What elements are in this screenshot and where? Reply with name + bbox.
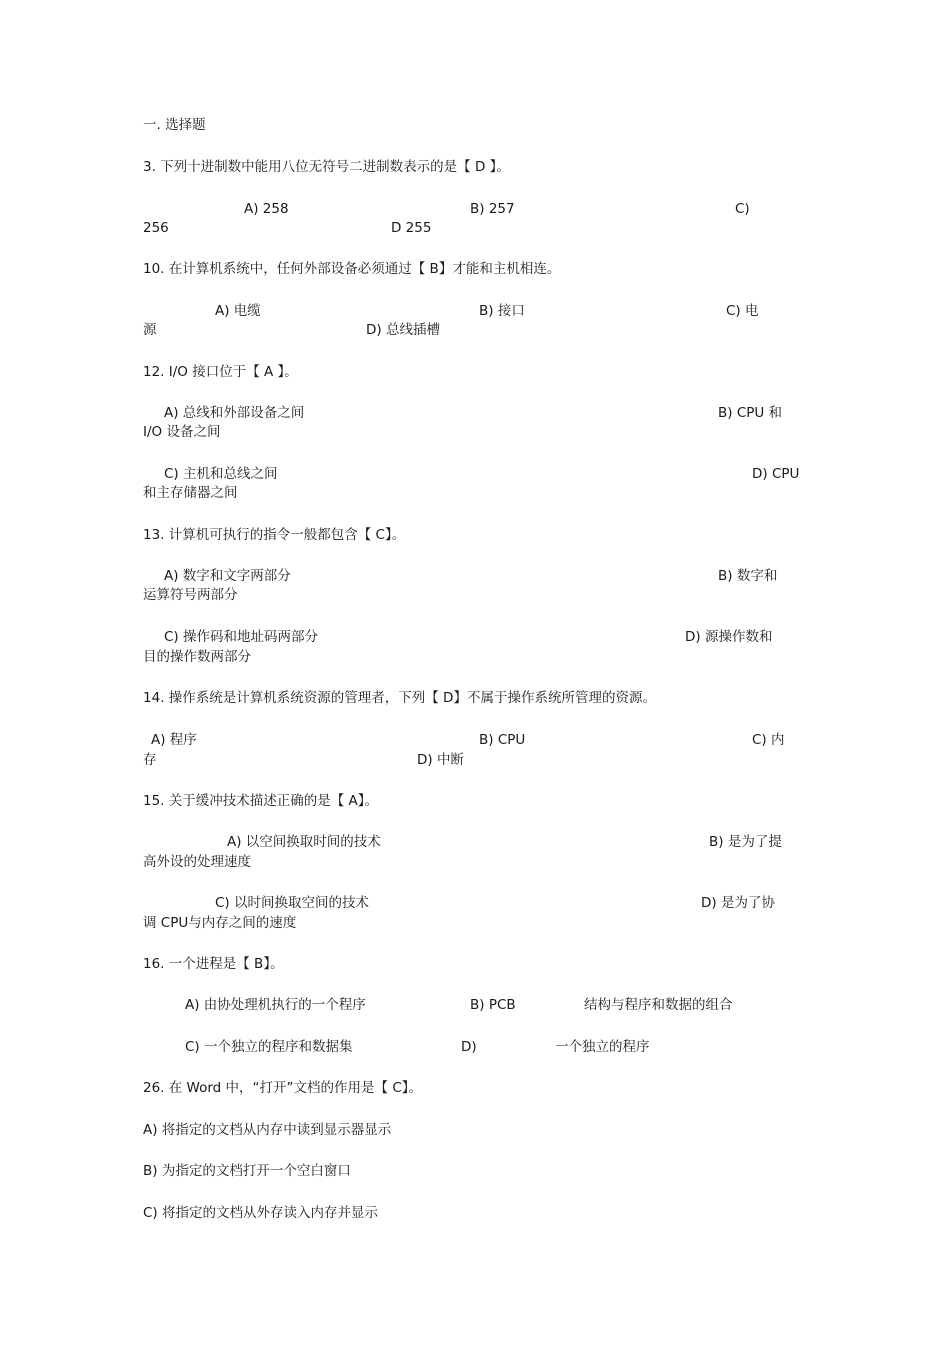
- question-14-option-d: D) 中断: [417, 752, 464, 768]
- question-10-option-c-cont: 源: [143, 322, 157, 338]
- question-14-option-a: A) 程序: [151, 732, 197, 748]
- question-13-option-b: B) 数字和: [718, 568, 778, 584]
- question-13-option-d-cont: 目的操作数两部分: [143, 649, 251, 665]
- question-10-option-b: B) 接口: [479, 303, 525, 319]
- question-26-stem: 26. 在 Word 中，“打开”文档的作用是【 C】。: [143, 1080, 422, 1096]
- question-13-stem: 13. 计算机可执行的指令一般都包含【 C】。: [143, 527, 406, 543]
- question-13-option-b-cont: 运算符号两部分: [143, 587, 238, 603]
- question-14-option-c-cont: 存: [143, 752, 157, 768]
- question-26-option-c: C) 将指定的文档从外存读入内存并显示: [143, 1205, 378, 1221]
- question-16-option-b-cont: 结构与程序和数据的组合: [584, 997, 733, 1013]
- question-15-option-b: B) 是为了提: [709, 834, 782, 850]
- question-14-stem: 14. 操作系统是计算机系统资源的管理者，下列【 D】不属于操作系统所管理的资源。: [143, 690, 656, 706]
- question-15-option-a: A) 以空间换取时间的技术: [227, 834, 381, 850]
- question-3-option-b: B) 257: [470, 201, 515, 217]
- question-12-option-b-cont: I/O 设备之间: [143, 424, 221, 440]
- question-10-option-d: D) 总线插槽: [366, 322, 440, 338]
- question-12-option-d: D) CPU: [752, 466, 800, 482]
- question-15-option-b-cont: 高外设的处理速度: [143, 854, 251, 870]
- question-12-option-c: C) 主机和总线之间: [164, 466, 278, 482]
- question-16-option-a: A) 由协处理机执行的一个程序: [185, 997, 366, 1013]
- question-3-option-a: A) 258: [244, 201, 289, 217]
- question-15-option-d: D) 是为了协: [701, 895, 775, 911]
- question-15-option-c: C) 以时间换取空间的技术: [215, 895, 369, 911]
- question-3-option-c: C): [735, 201, 750, 217]
- question-16-option-c: C) 一个独立的程序和数据集: [185, 1039, 353, 1055]
- question-16-option-d-cont: 一个独立的程序: [555, 1039, 650, 1055]
- question-12-option-a: A) 总线和外部设备之间: [164, 405, 305, 421]
- section-title: 一. 选择题: [143, 117, 206, 133]
- question-26-option-b: B) 为指定的文档打开一个空白窗口: [143, 1163, 351, 1179]
- question-3-option-c-cont: 256: [143, 220, 169, 236]
- question-12-stem: 12. I/O 接口位于【 A 】。: [143, 364, 298, 380]
- question-13-option-d: D) 源操作数和: [685, 629, 773, 645]
- question-14-option-b: B) CPU: [479, 732, 526, 748]
- question-15-stem: 15. 关于缓冲技术描述正确的是【 A】。: [143, 793, 379, 809]
- question-26-option-a: A) 将指定的文档从内存中读到显示器显示: [143, 1122, 392, 1138]
- question-12-option-d-cont: 和主存储器之间: [143, 485, 238, 501]
- question-13-option-c: C) 操作码和地址码两部分: [164, 629, 318, 645]
- question-10-stem: 10. 在计算机系统中，任何外部设备必须通过【 B】才能和主机相连。: [143, 261, 561, 277]
- question-3-stem: 3. 下列十进制数中能用八位无符号二进制数表示的是【 D 】。: [143, 159, 510, 175]
- question-3-option-d: D 255: [391, 220, 432, 236]
- question-10-option-a: A) 电缆: [215, 303, 261, 319]
- question-10-option-c: C) 电: [726, 303, 759, 319]
- question-12-option-b: B) CPU 和: [718, 405, 783, 421]
- question-16-option-b: B) PCB: [470, 997, 516, 1013]
- question-14-option-c: C) 内: [752, 732, 785, 748]
- question-13-option-a: A) 数字和文字两部分: [164, 568, 291, 584]
- question-16-stem: 16. 一个进程是【 B】。: [143, 956, 284, 972]
- question-15-option-d-cont: 调 CPU与内存之间的速度: [143, 915, 297, 931]
- question-16-option-d: D): [461, 1039, 477, 1055]
